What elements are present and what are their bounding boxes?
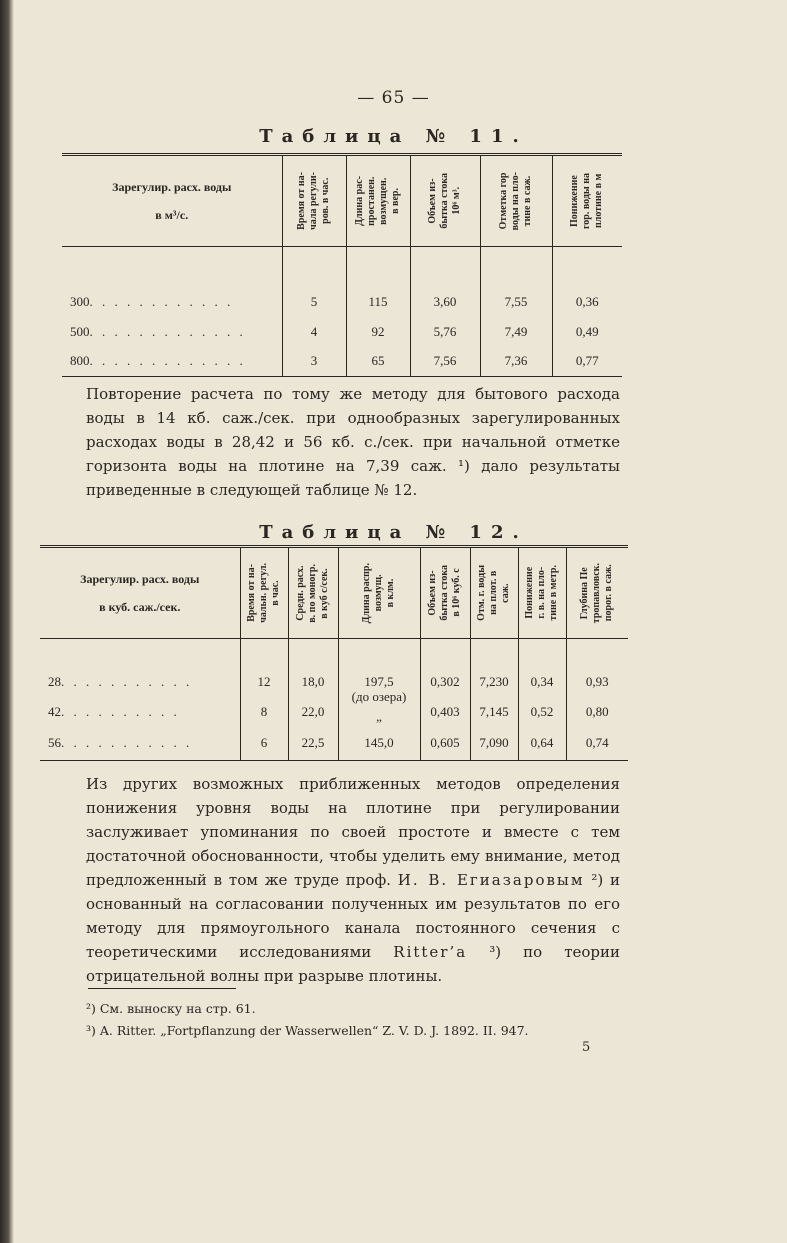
page-number: — 65 — <box>357 88 430 108</box>
table-row: 300. . . . . . . . . . . . 5 115 3,60 7,55 0,36 <box>62 287 622 317</box>
table-12 <box>40 545 628 761</box>
table-11-col-header: Отметка гор воды на пло- тине в саж. <box>480 155 552 247</box>
table-row: 28. . . . . . . . . . . 12 18,0 197,5 (до озера) 0,302 7,230 0,34 0,93 <box>40 667 628 697</box>
footnotes <box>86 998 529 1042</box>
table-12-col-header: Длина распр. возмущ. в клм. <box>338 547 420 639</box>
table-11-col-header: Время от на- чала регули- ров. в час. <box>282 155 346 247</box>
table-11-col-header: Длина рас- простанен. возмущен. в вер. <box>346 155 410 247</box>
table-11-col-header: Понижение гор. воды на плотине в м <box>552 155 622 247</box>
table-12-col-header: Отм. г. воды на плот. в саж. <box>470 547 518 639</box>
table-row: 56. . . . . . . . . . . 6 22,5 145,0 0,605 7,090 0,64 0,74 <box>40 727 628 761</box>
table-12-col-header: Понижение г. в. на пло- тине в метр. <box>518 547 566 639</box>
table-12-col-header: Глубина Пе тропавловск. порог. в саж. <box>566 547 628 639</box>
table-12-col-header: Средн. расх. в. по моногр. в куб с/сек. <box>288 547 338 639</box>
table-12-title: Таблица № 12. <box>259 522 528 543</box>
table-row: 800. . . . . . . . . . . . . 3 65 7,56 7,36 0,77 <box>62 347 622 377</box>
table-11-col-header: Объем из- бытка стока 10⁶ м³. <box>410 155 480 247</box>
body-paragraph-2: Из других возможных приближенных методов определения понижения уровня воды на плотине при регулировании заслуживает упоминания по своей простоте и вместе с тем достаточной обоснованности, чтобы уделить ему внимание, метод предложенный в том же труде проф. И. В. Егиазаровым ²) и основанный на согласовании полученных им результатов по его методу для прямоугольного канала постоянного сечения с теоретическими исследованиями Ritter’a ³) по теории отрицательной волны при разрыве плотины. <box>86 775 620 985</box>
footnote-1: ²) См. выноску на стр. 61. <box>86 1001 256 1016</box>
table-row: 42. . . . . . . . . . 8 22,0 „ 0,403 7,145 0,52 0,80 <box>40 697 628 727</box>
table-note: (до озера) <box>351 688 407 704</box>
footnote-rule <box>88 988 236 989</box>
book-spine-shadow <box>0 0 14 1243</box>
table-12-header-label: Зарегулир. расх. воды в куб. саж./сек. <box>40 547 240 639</box>
author-name-ritter: Ritter’a <box>393 943 468 961</box>
table-11 <box>62 153 622 377</box>
footnote-2: ³) A. Ritter. „Fortpflanzung der Wasserwellen“ Z. V. D. J. 1892. II. 947. <box>86 1023 529 1038</box>
table-11-title: Таблица № 11. <box>259 126 528 147</box>
signature-mark: 5 <box>582 1040 591 1055</box>
author-name-egiazarov: И. В. Егиазаровым <box>397 871 585 889</box>
table-12-col-header: Объем из- бытка стока в 10⁶ куб. с <box>420 547 470 639</box>
table-12-col-header: Время от на- чальн. регул. в час. <box>240 547 288 639</box>
body-paragraph: Повторение расчета по тому же методу для бытового расхода воды в 14 кб. саж./сек. при однообразных зарегулированных расходах воды в 28,42 и 56 кб. с./сек. при начальной отметке горизонта воды на плотине на 7,39 саж. ¹) дало результаты приведенные в следующей таблице № 12. <box>86 385 620 499</box>
table-row: 500. . . . . . . . . . . . . 4 92 5,76 7,49 0,49 <box>62 317 622 347</box>
table-11-header-label: Зарегулир. расх. воды в м³/с. <box>62 155 282 247</box>
